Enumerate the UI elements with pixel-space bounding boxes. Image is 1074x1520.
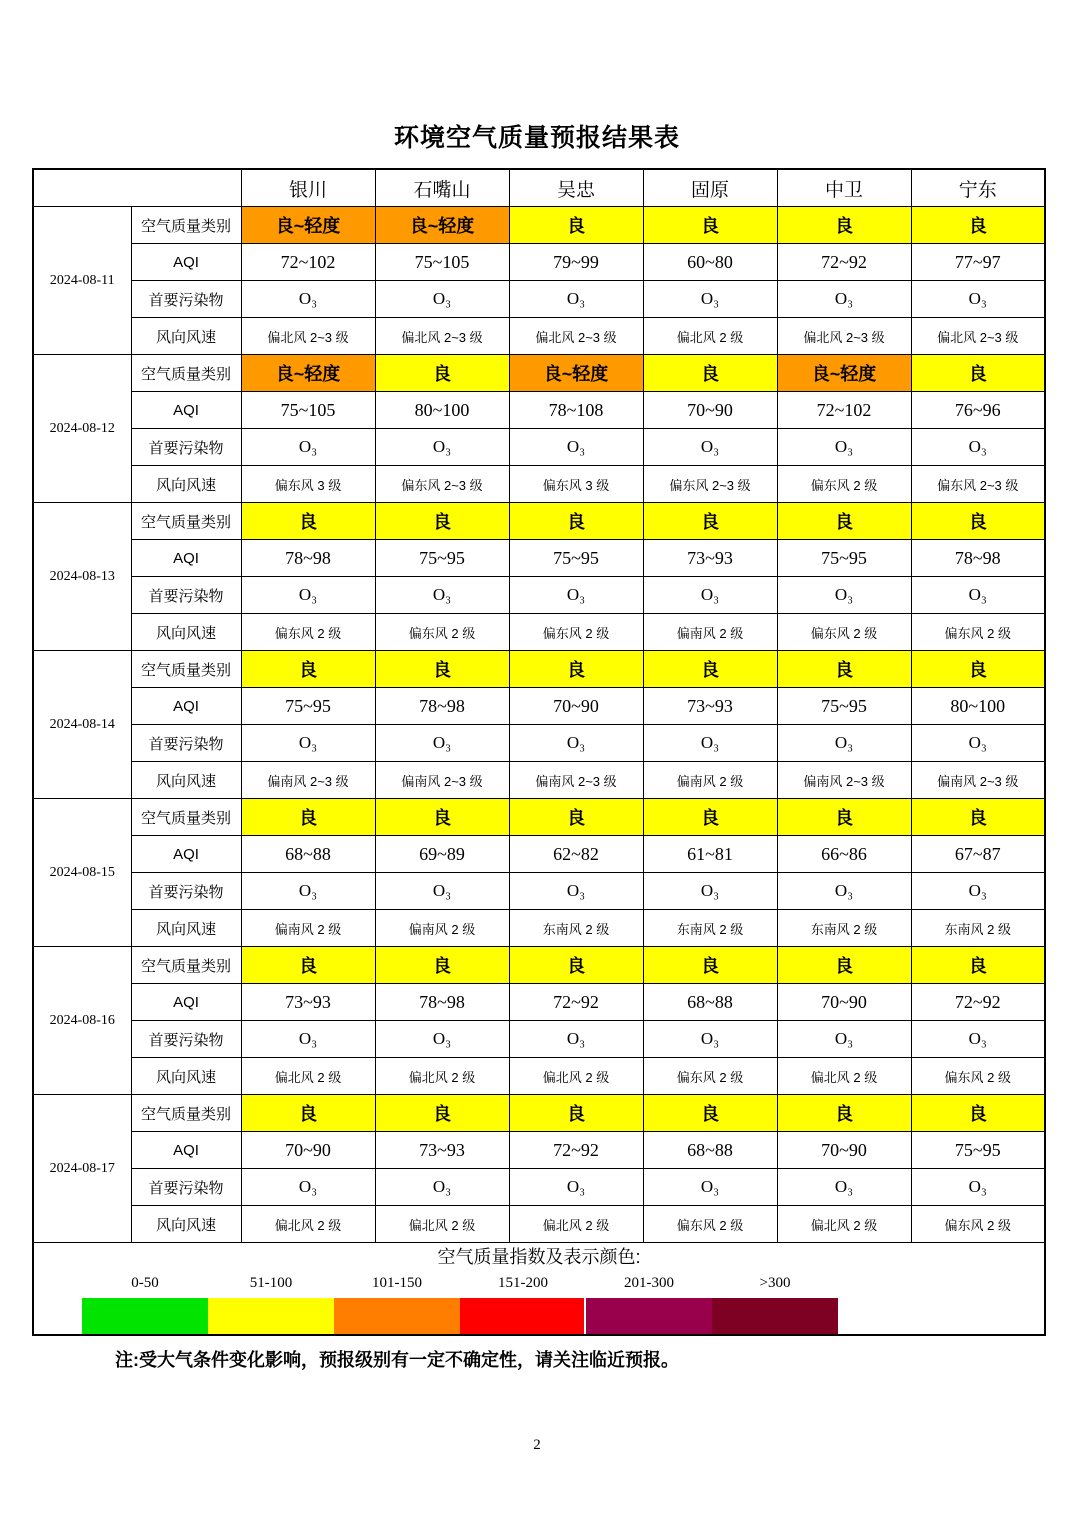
category-cell: 良	[375, 1095, 509, 1132]
forecast-row	[33, 1206, 1045, 1243]
row-label: 首要污染物	[131, 873, 241, 910]
aqi-cell: 62~82	[509, 836, 643, 873]
aqi-cell: 72~102	[241, 244, 375, 281]
pollutant-cell: O₃	[643, 873, 777, 910]
forecast-row	[33, 1021, 1045, 1058]
pollutant-cell: O₃	[777, 725, 911, 762]
aqi-cell: 78~98	[375, 984, 509, 1021]
row-label: 空气质量类别	[131, 503, 241, 540]
category-cell: 良~轻度	[777, 355, 911, 392]
date-cell: 2024-08-12	[33, 355, 131, 503]
row-label: 风向风速	[131, 466, 241, 503]
category-cell: 良	[911, 355, 1045, 392]
aqi-cell: 78~98	[375, 688, 509, 725]
aqi-cell: 69~89	[375, 836, 509, 873]
category-cell: 良	[375, 947, 509, 984]
wind-cell: 偏北风 2 级	[777, 1058, 911, 1095]
category-cell: 良~轻度	[241, 207, 375, 244]
wind-cell: 偏东风 2 级	[509, 614, 643, 651]
row-label: 空气质量类别	[131, 947, 241, 984]
aqi-cell: 72~92	[509, 984, 643, 1021]
aqi-cell: 75~105	[375, 244, 509, 281]
aqi-cell: 72~92	[911, 984, 1045, 1021]
category-cell: 良	[643, 799, 777, 836]
forecast-row	[33, 984, 1045, 1021]
legend-color-swatch	[334, 1298, 460, 1334]
legend-range-label: 201-300	[624, 1275, 674, 1291]
pollutant-cell: O₃	[911, 429, 1045, 466]
pollutant-cell: O₃	[375, 725, 509, 762]
wind-cell: 偏北风 2 级	[509, 1206, 643, 1243]
category-cell: 良	[509, 947, 643, 984]
category-cell: 良	[777, 207, 911, 244]
pollutant-cell: O₃	[375, 873, 509, 910]
city-header: 石嘴山	[375, 169, 509, 207]
row-label: 风向风速	[131, 1058, 241, 1095]
wind-cell: 偏南风 2~3 级	[911, 762, 1045, 799]
row-label: 空气质量类别	[131, 799, 241, 836]
forecast-row	[33, 873, 1045, 910]
forecast-row	[33, 244, 1045, 281]
aqi-cell: 77~97	[911, 244, 1045, 281]
category-cell: 良	[241, 799, 375, 836]
aqi-cell: 72~102	[777, 392, 911, 429]
date-cell: 2024-08-16	[33, 947, 131, 1095]
category-cell: 良	[777, 799, 911, 836]
row-label: 风向风速	[131, 318, 241, 355]
pollutant-cell: O₃	[777, 1021, 911, 1058]
pollutant-cell: O₃	[241, 429, 375, 466]
pollutant-cell: O₃	[911, 577, 1045, 614]
aqi-cell: 60~80	[643, 244, 777, 281]
aqi-cell: 75~95	[509, 540, 643, 577]
wind-cell: 偏北风 2 级	[375, 1206, 509, 1243]
date-cell: 2024-08-13	[33, 503, 131, 651]
category-cell: 良	[241, 651, 375, 688]
row-label: 风向风速	[131, 762, 241, 799]
row-label: AQI	[131, 540, 241, 577]
category-cell: 良~轻度	[509, 355, 643, 392]
forecast-row	[33, 1095, 1045, 1132]
row-label: 首要污染物	[131, 429, 241, 466]
pollutant-cell: O₃	[241, 725, 375, 762]
category-cell: 良	[777, 947, 911, 984]
row-label: 空气质量类别	[131, 1095, 241, 1132]
page-number: 2	[533, 1437, 541, 1453]
category-cell: 良	[643, 1095, 777, 1132]
category-cell: 良	[777, 1095, 911, 1132]
wind-cell: 偏南风 2~3 级	[777, 762, 911, 799]
wind-cell: 东南风 2 级	[911, 910, 1045, 947]
category-cell: 良	[375, 355, 509, 392]
forecast-row	[33, 503, 1045, 540]
category-cell: 良~轻度	[241, 355, 375, 392]
date-cell: 2024-08-14	[33, 651, 131, 799]
row-label: 空气质量类别	[131, 355, 241, 392]
legend-range-label: >300	[759, 1275, 791, 1291]
pollutant-cell: O₃	[509, 873, 643, 910]
legend-range-label: 101-150	[372, 1275, 422, 1291]
forecast-row	[33, 540, 1045, 577]
pollutant-cell: O₃	[777, 1169, 911, 1206]
forecast-row	[33, 577, 1045, 614]
pollutant-cell: O₃	[509, 1169, 643, 1206]
category-cell: 良	[777, 651, 911, 688]
row-label: 风向风速	[131, 1206, 241, 1243]
aqi-cell: 73~93	[241, 984, 375, 1021]
wind-cell: 偏东风 2 级	[643, 1206, 777, 1243]
category-cell: 良	[375, 651, 509, 688]
legend-row	[33, 1243, 1045, 1336]
aqi-cell: 75~95	[777, 688, 911, 725]
pollutant-cell: O₃	[911, 1169, 1045, 1206]
pollutant-cell: O₃	[375, 1021, 509, 1058]
aqi-cell: 70~90	[509, 688, 643, 725]
category-cell: 良	[911, 503, 1045, 540]
pollutant-cell: O₃	[643, 281, 777, 318]
wind-cell: 偏北风 2 级	[241, 1206, 375, 1243]
aqi-cell: 80~100	[911, 688, 1045, 725]
aqi-cell: 70~90	[777, 984, 911, 1021]
row-label: 首要污染物	[131, 725, 241, 762]
aqi-cell: 70~90	[643, 392, 777, 429]
aqi-cell: 68~88	[241, 836, 375, 873]
legend-color-swatch	[712, 1298, 838, 1334]
wind-cell: 偏北风 2 级	[643, 318, 777, 355]
aqi-cell: 75~95	[375, 540, 509, 577]
category-cell: 良	[643, 651, 777, 688]
aqi-cell: 75~105	[241, 392, 375, 429]
aqi-cell: 76~96	[911, 392, 1045, 429]
pollutant-cell: O₃	[911, 873, 1045, 910]
wind-cell: 偏北风 2 级	[375, 1058, 509, 1095]
page-title: 环境空气质量预报结果表	[393, 124, 680, 152]
category-cell: 良	[375, 799, 509, 836]
forecast-row	[33, 836, 1045, 873]
row-label: 首要污染物	[131, 1169, 241, 1206]
category-cell: 良	[643, 503, 777, 540]
row-label: 空气质量类别	[131, 207, 241, 244]
forecast-row	[33, 688, 1045, 725]
row-label: AQI	[131, 244, 241, 281]
wind-cell: 偏北风 2~3 级	[375, 318, 509, 355]
wind-cell: 偏东风 2 级	[911, 1058, 1045, 1095]
category-cell: 良	[375, 503, 509, 540]
forecast-row	[33, 392, 1045, 429]
pollutant-cell: O₃	[375, 1169, 509, 1206]
forecast-row	[33, 355, 1045, 392]
pollutant-cell: O₃	[643, 577, 777, 614]
pollutant-cell: O₃	[509, 281, 643, 318]
forecast-row	[33, 947, 1045, 984]
pollutant-cell: O₃	[509, 1021, 643, 1058]
pollutant-cell: O₃	[241, 577, 375, 614]
category-cell: 良	[509, 503, 643, 540]
category-cell: 良	[643, 207, 777, 244]
pollutant-cell: O₃	[375, 281, 509, 318]
row-label: AQI	[131, 1132, 241, 1169]
category-cell: 良~轻度	[375, 207, 509, 244]
wind-cell: 偏东风 2 级	[911, 614, 1045, 651]
pollutant-cell: O₃	[375, 577, 509, 614]
pollutant-cell: O₃	[643, 725, 777, 762]
aqi-cell: 75~95	[911, 1132, 1045, 1169]
forecast-row	[33, 207, 1045, 244]
wind-cell: 偏南风 2 级	[241, 910, 375, 947]
pollutant-cell: O₃	[643, 429, 777, 466]
wind-cell: 偏南风 2 级	[643, 762, 777, 799]
footnote: 注:受大气条件变化影响，预报级别有一定不确定性，请关注临近预报。	[115, 1350, 679, 1370]
legend-range-label: 51-100	[249, 1275, 293, 1291]
wind-cell: 偏南风 2~3 级	[509, 762, 643, 799]
forecast-table	[32, 168, 1046, 1336]
pollutant-cell: O₃	[777, 281, 911, 318]
legend-range-label: 0-50	[131, 1275, 159, 1291]
forecast-row	[33, 318, 1045, 355]
legend-color-swatch	[586, 1298, 712, 1334]
category-cell: 良	[509, 1095, 643, 1132]
category-cell: 良	[911, 207, 1045, 244]
category-cell: 良	[241, 503, 375, 540]
wind-cell: 东南风 2 级	[643, 910, 777, 947]
wind-cell: 偏东风 3 级	[241, 466, 375, 503]
pollutant-cell: O₃	[509, 725, 643, 762]
wind-cell: 偏东风 2~3 级	[375, 466, 509, 503]
category-cell: 良	[509, 207, 643, 244]
pollutant-cell: O₃	[241, 1021, 375, 1058]
wind-cell: 偏北风 2~3 级	[911, 318, 1045, 355]
aqi-cell: 68~88	[643, 1132, 777, 1169]
pollutant-cell: O₃	[509, 429, 643, 466]
legend-range-label: 151-200	[498, 1275, 548, 1291]
aqi-cell: 73~93	[643, 688, 777, 725]
wind-cell: 东南风 2 级	[509, 910, 643, 947]
aqi-cell: 70~90	[777, 1132, 911, 1169]
wind-cell: 偏东风 2 级	[911, 1206, 1045, 1243]
aqi-cell: 73~93	[375, 1132, 509, 1169]
wind-cell: 偏北风 2~3 级	[509, 318, 643, 355]
forecast-row	[33, 281, 1045, 318]
aqi-cell: 61~81	[643, 836, 777, 873]
row-label: 风向风速	[131, 614, 241, 651]
aqi-cell: 66~86	[777, 836, 911, 873]
category-cell: 良	[643, 355, 777, 392]
corner-cell	[33, 169, 241, 207]
row-label: AQI	[131, 836, 241, 873]
aqi-cell: 73~93	[643, 540, 777, 577]
legend-color-swatch	[460, 1298, 586, 1334]
header-row	[33, 169, 1045, 207]
aqi-cell: 70~90	[241, 1132, 375, 1169]
row-label: 首要污染物	[131, 281, 241, 318]
city-header: 银川	[241, 169, 375, 207]
category-cell: 良	[911, 1095, 1045, 1132]
date-cell: 2024-08-15	[33, 799, 131, 947]
wind-cell: 偏东风 2 级	[241, 614, 375, 651]
forecast-row	[33, 1132, 1045, 1169]
category-cell: 良	[911, 651, 1045, 688]
aqi-cell: 75~95	[241, 688, 375, 725]
category-cell: 良	[509, 651, 643, 688]
forecast-row	[33, 466, 1045, 503]
pollutant-cell: O₃	[911, 281, 1045, 318]
aqi-cell: 78~98	[911, 540, 1045, 577]
category-cell: 良	[241, 1095, 375, 1132]
pollutant-cell: O₃	[509, 577, 643, 614]
row-label: 风向风速	[131, 910, 241, 947]
aqi-cell: 78~108	[509, 392, 643, 429]
row-label: 首要污染物	[131, 1021, 241, 1058]
date-cell: 2024-08-11	[33, 207, 131, 355]
wind-cell: 偏北风 2~3 级	[777, 318, 911, 355]
category-cell: 良	[509, 799, 643, 836]
forecast-row	[33, 614, 1045, 651]
row-label: AQI	[131, 984, 241, 1021]
forecast-row	[33, 1169, 1045, 1206]
row-label: AQI	[131, 688, 241, 725]
legend-color-swatch	[82, 1298, 208, 1334]
wind-cell: 偏北风 2 级	[777, 1206, 911, 1243]
category-cell: 良	[643, 947, 777, 984]
date-cell: 2024-08-17	[33, 1095, 131, 1243]
category-cell: 良	[777, 503, 911, 540]
aqi-cell: 78~98	[241, 540, 375, 577]
wind-cell: 偏东风 2 级	[375, 614, 509, 651]
pollutant-cell: O₃	[241, 1169, 375, 1206]
legend-color-swatch	[208, 1298, 334, 1334]
forecast-row	[33, 910, 1045, 947]
wind-cell: 偏东风 2~3 级	[643, 466, 777, 503]
city-header: 吴忠	[509, 169, 643, 207]
aqi-cell: 80~100	[375, 392, 509, 429]
wind-cell: 偏南风 2 级	[375, 910, 509, 947]
aqi-cell: 67~87	[911, 836, 1045, 873]
pollutant-cell: O₃	[643, 1169, 777, 1206]
pollutant-cell: O₃	[777, 873, 911, 910]
wind-cell: 偏北风 2 级	[241, 1058, 375, 1095]
pollutant-cell: O₃	[911, 1021, 1045, 1058]
aqi-cell: 75~95	[777, 540, 911, 577]
category-cell: 良	[241, 947, 375, 984]
aqi-cell: 79~99	[509, 244, 643, 281]
aqi-cell: 72~92	[509, 1132, 643, 1169]
pollutant-cell: O₃	[241, 281, 375, 318]
legend-title: 空气质量指数及表示颜色:	[437, 1247, 641, 1267]
city-header: 固原	[643, 169, 777, 207]
pollutant-cell: O₃	[643, 1021, 777, 1058]
pollutant-cell: O₃	[375, 429, 509, 466]
row-label: AQI	[131, 392, 241, 429]
legend-cell	[33, 1243, 1045, 1336]
pollutant-cell: O₃	[911, 725, 1045, 762]
category-cell: 良	[911, 799, 1045, 836]
aqi-cell: 68~88	[643, 984, 777, 1021]
row-label: 首要污染物	[131, 577, 241, 614]
wind-cell: 偏南风 2~3 级	[241, 762, 375, 799]
wind-cell: 偏东风 2~3 级	[911, 466, 1045, 503]
forecast-row	[33, 651, 1045, 688]
wind-cell: 偏南风 2 级	[643, 614, 777, 651]
forecast-row	[33, 725, 1045, 762]
legend-color-bar	[82, 1298, 1044, 1334]
pollutant-cell: O₃	[777, 577, 911, 614]
wind-cell: 偏东风 2 级	[643, 1058, 777, 1095]
wind-cell: 东南风 2 级	[777, 910, 911, 947]
aqi-cell: 72~92	[777, 244, 911, 281]
wind-cell: 偏北风 2 级	[509, 1058, 643, 1095]
forecast-row	[33, 1058, 1045, 1095]
wind-cell: 偏北风 2~3 级	[241, 318, 375, 355]
pollutant-cell: O₃	[777, 429, 911, 466]
legend-labels	[82, 1275, 1044, 1292]
pollutant-cell: O₃	[241, 873, 375, 910]
forecast-row	[33, 762, 1045, 799]
city-header: 宁东	[911, 169, 1045, 207]
city-header: 中卫	[777, 169, 911, 207]
row-label: 空气质量类别	[131, 651, 241, 688]
wind-cell: 偏东风 3 级	[509, 466, 643, 503]
forecast-row	[33, 799, 1045, 836]
wind-cell: 偏东风 2 级	[777, 466, 911, 503]
wind-cell: 偏东风 2 级	[777, 614, 911, 651]
forecast-row	[33, 429, 1045, 466]
wind-cell: 偏南风 2~3 级	[375, 762, 509, 799]
category-cell: 良	[911, 947, 1045, 984]
